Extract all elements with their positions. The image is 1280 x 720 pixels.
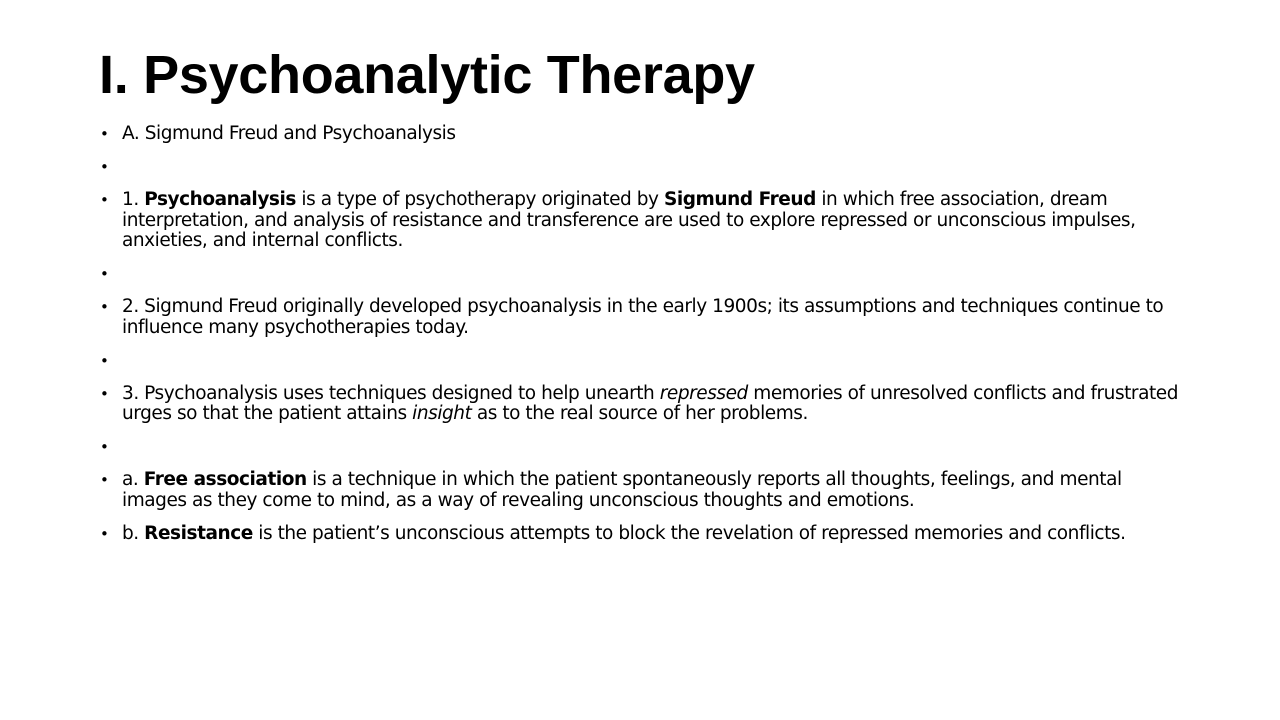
text-run: is the patient’s unconscious attempts to block the revelation of repressed memories and conflicts. (252, 522, 1126, 544)
text-run: memories of unresolved conflicts and frustrated urges so that the patient attains (122, 382, 1179, 424)
text-run: as to the real source of her problems. (471, 403, 808, 424)
bullet-dot-icon: • (100, 471, 109, 489)
bullet-list (100, 124, 1190, 557)
bold-term: Psychoanalysis (144, 189, 296, 210)
bullet-dot-icon: • (100, 524, 109, 543)
italic-term: insight (412, 403, 472, 424)
bullet-dot-icon: • (100, 191, 109, 209)
bullet-item (100, 124, 1190, 145)
italic-term: repressed (659, 382, 748, 404)
bullet-item-empty (100, 437, 1190, 458)
bullet-text (122, 383, 1178, 425)
slide-title: I. Psychoanalytic Therapy (99, 45, 755, 105)
bullet-text (122, 523, 1126, 544)
bullet-item (100, 524, 1190, 545)
bold-term: Resistance (144, 522, 253, 544)
bold-term: Sigmund Freud (664, 189, 816, 210)
bullet-text (122, 296, 1163, 338)
bullet-text (122, 469, 1122, 511)
bullet-dot-icon: • (100, 351, 109, 370)
bullet-dot-icon: • (100, 384, 109, 403)
bullet-dot-icon: • (100, 298, 109, 316)
bullet-dot-icon: • (100, 438, 109, 456)
text-run: 3. Psychoanalysis uses techniques designed to help unearth (122, 382, 660, 404)
bullet-item-empty (100, 157, 1190, 178)
bullet-dot-icon: • (100, 265, 109, 283)
bullet-text (122, 123, 456, 144)
text-run: a. (122, 469, 144, 490)
bullet-item-empty (100, 351, 1190, 372)
text-run: A. Sigmund Freud and Psychoanalysis (122, 123, 456, 144)
bullet-dot-icon: • (100, 158, 109, 176)
text-run: 2. Sigmund Freud originally developed psychoanalysis in the early 1900s; its assumptions and techniques continue to influence many psychotherapies today. (122, 296, 1164, 338)
text-run: b. (122, 522, 145, 544)
text-run: is a type of psychotherapy originated by (295, 189, 664, 210)
bold-term: Free association (143, 469, 307, 490)
bullet-text (122, 189, 1136, 251)
text-run: is a technique in which the patient spontaneously reports all thoughts, feelings, and mental images as they come to mind, as a way of revealing unconscious thoughts and emotions. (122, 469, 1122, 511)
text-run: in which free association, dream interpretation, and analysis of resistance and transference are used to explore repressed or unconscious impulses, anxieties, and internal conflicts. (122, 189, 1136, 251)
bullet-item (100, 384, 1190, 425)
bullet-item (100, 470, 1190, 511)
bullet-dot-icon: • (100, 125, 109, 143)
bullet-item (100, 297, 1190, 338)
bullet-item (100, 190, 1190, 252)
text-run: 1. (122, 189, 145, 210)
bullet-item-empty (100, 264, 1190, 285)
